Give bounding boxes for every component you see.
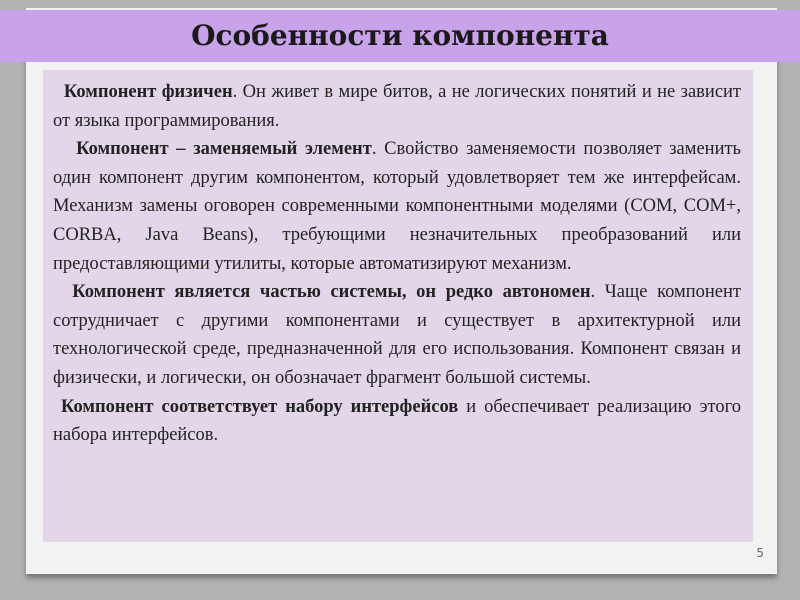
paragraph-1-text: . Он живет в мире битов, а не логических понятий и не зависит от языка программирования. (53, 82, 742, 131)
content-box (43, 70, 753, 542)
indent (53, 282, 72, 302)
paragraph-1-bold: Компонент физичен (63, 82, 233, 102)
paragraph-1 (53, 78, 741, 135)
paragraph-4-text: и обеспечивает реализацию этого набора интерфейсов. (53, 396, 741, 446)
paragraph-3-text: . Чаще компонент сотрудничает с другими компонентами и существует в архитектурной или технологической среде, предназначенной для его использования. Компонент связан и физически, и логически, он обозначает фрагмент большой системы. (53, 282, 741, 388)
paragraph-4 (53, 393, 741, 450)
indent (53, 397, 61, 417)
slide-title: Особенности компонента (191, 19, 609, 52)
paragraph-2-bold: Компонент – заменяемый элемент (76, 139, 372, 160)
paragraph-4-bold: Компонент соответствует набору интерфейсов (61, 396, 459, 417)
indent (53, 139, 76, 159)
paragraph-3-bold: Компонент является частью системы, он редко автономен (72, 282, 591, 303)
indent (53, 82, 64, 102)
page-number: 5 (756, 546, 764, 560)
paragraph-2-text: . Свойство заменяемости позволяет заменить один компонент другим компонентом, который удовлетворяет тем же интерфейсам. Механизм замены оговорен современными компонентными моделями (COM, COM+, CORBA, Java Beans), требующими незначительных преобразований или предоставляющими утилиты, которые автоматизируют механизм. (53, 139, 741, 274)
paragraph-3 (53, 278, 741, 392)
paragraph-2 (53, 135, 741, 278)
